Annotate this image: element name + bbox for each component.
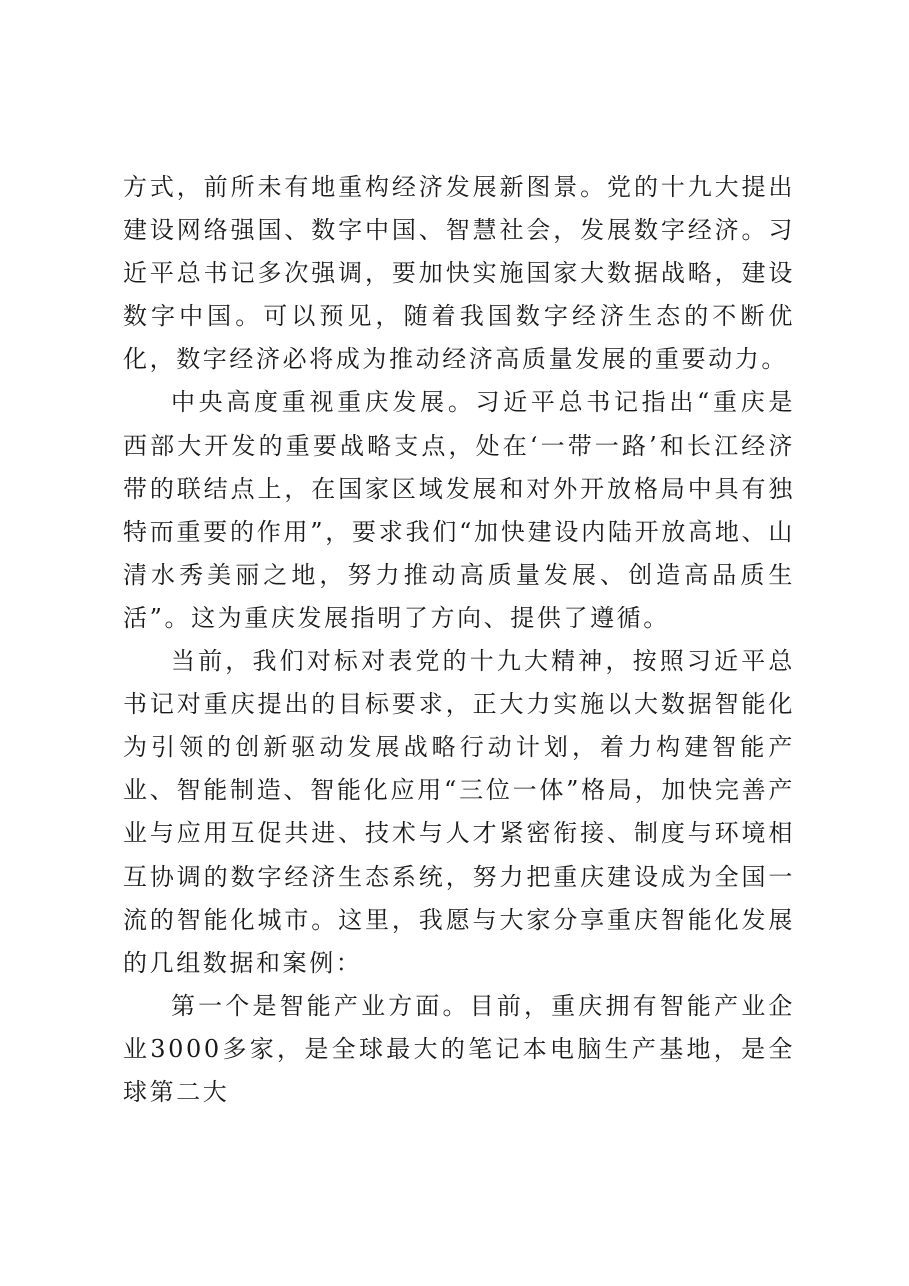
paragraph-smart-industry: 第一个是智能产业方面。目前，重庆拥有智能产业企业3000多家，是全球最大的笔记本电脑生产基地，是全球第二大: [123, 991, 795, 1106]
paragraph-current-strategy: 当前，我们对标对表党的十九大精神，按照习近平总书记对重庆提出的目标要求，正大力实施以大数据智能化为引领的创新驱动发展战略行动计划，着力构建智能产业、智能制造、智能化应用“三位一体”格局，加快完善产业与应用互促共进、技术与人才紧密衔接、制度与环境相互协调的数字经济生态系统，努力把重庆建设成为全国一流的智能化城市。这里，我愿与大家分享重庆智能化发展的几组数据和案例：: [123, 647, 795, 977]
paragraph-continuation: 方式，前所未有地重构经济发展新图景。党的十九大提出建设网络强国、数字中国、智慧社会，发展数字经济。习近平总书记多次强调，要加快实施国家大数据战略，建设数字中国。可以预见，随着我国数字经济生态的不断优化，数字经济必将成为推动经济高质量发展的重要动力。: [123, 173, 795, 374]
document-body: [123, 166, 795, 1114]
paragraph-chongqing-development: 中央高度重视重庆发展。习近平总书记指出“重庆是西部大开发的重要战略支点，处在‘一带一路’和长江经济带的联结点上，在国家区域发展和对外开放格局中具有独特而重要的作用”，要求我们“加快建设内陆开放高地、山清水秀美丽之地，努力推动高质量发展、创造高品质生活”。这为重庆发展指明了方向、提供了遵循。: [123, 388, 795, 632]
